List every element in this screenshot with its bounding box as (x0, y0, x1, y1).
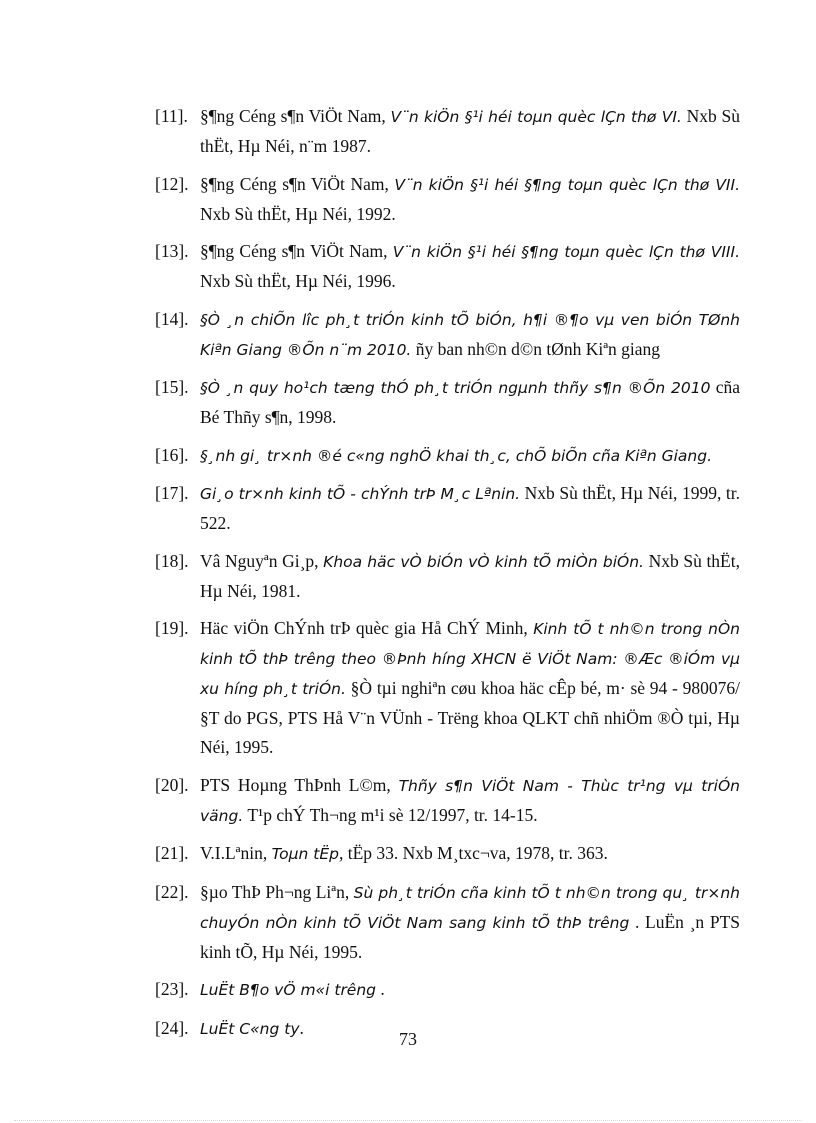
reference-text-segment: . (299, 1017, 304, 1038)
reference-text-segment: §Ò tµi nghiªn cøu khoa häc cÊp bé, m· sè 94 - 980076/§T do PGS, PTS Hå V¨n VÜnh - Trëng khoa QLKT chñ nhiÖm ®Ò tµi, Hµ Néi, 1995. (200, 678, 740, 757)
reference-number: [16]. (155, 444, 189, 465)
reference-text-segment: Nxb Sù thËt, Hµ Néi, n¨m 1987. (200, 106, 740, 156)
reference-text-segment: §¶ng Céng s¶n ViÖt Nam, (200, 173, 395, 194)
reference-number: [14]. (155, 308, 189, 329)
reference-number: [23]. (155, 979, 189, 999)
reference-text-segment: Nxb Sù thËt, Hµ Néi, 1981. (200, 550, 740, 601)
reference-text (200, 614, 740, 762)
reference-item (155, 441, 740, 471)
reference-title-segment: V¨n kiÖn §¹i héi toµn quèc lÇn thø VI. (390, 108, 682, 126)
reference-text (200, 170, 740, 229)
reference-text (200, 547, 740, 606)
reference-text-segment: §¶ng Céng s¶n ViÖt Nam, (200, 106, 391, 126)
reference-text-segment: Nxb Sù thËt, Hµ Néi, 1996. (200, 271, 396, 291)
reference-text (200, 771, 740, 831)
reference-text-segment: , tËp 33. Nxb M¸txc¬va, 1978, tr. 363. (338, 843, 608, 863)
reference-item (155, 305, 740, 365)
reference-text (200, 878, 740, 967)
reference-text (200, 237, 740, 296)
reference-text-segment: ñy ban nh©n d©n tØnh Kiªn giang (411, 338, 661, 359)
reference-list (155, 102, 740, 1052)
reference-text (200, 305, 740, 365)
reference-number: [18]. (155, 550, 189, 571)
reference-text-segment: Vâ Nguyªn Gi¸p, (200, 550, 324, 571)
reference-text (200, 441, 740, 471)
reference-number: [20]. (155, 774, 189, 795)
reference-number: [21]. (155, 843, 189, 863)
reference-item (155, 102, 740, 161)
reference-text-segment: Nxb Sù thËt, Hµ Néi, 1992. (200, 203, 396, 224)
reference-item (155, 975, 740, 1005)
reference-number: [12]. (155, 173, 189, 194)
reference-text-segment: cña Bé Thñy s¶n, 1998. (200, 377, 740, 427)
reference-text (200, 373, 740, 432)
reference-item (155, 373, 740, 432)
reference-item (155, 237, 740, 296)
page-number: 73 (399, 1029, 417, 1049)
reference-title-segment: §Ò ¸n chiÕn lîc ph¸t triÓn kinh tÕ biÓn, h¶i ®¶o vµ ven biÓn TØnh Kiªn Giang ®Õn n¨m 2010. (200, 310, 740, 359)
reference-title-segment: Kinh tÕ t nh©n trong nÒn kinh tÕ thÞ trêng theo ®Þnh híng XHCN ë ViÖt Nam: ®Æc ®iÓm vµ xu híng ph¸t triÓn. (200, 620, 740, 698)
reference-item (155, 839, 740, 869)
reference-item (155, 547, 740, 606)
reference-number: [15]. (155, 377, 189, 397)
reference-text-segment: Häc viÖn ChÝnh trÞ quèc gia Hå ChÝ Minh, (200, 618, 534, 638)
reference-item (155, 614, 740, 762)
reference-number: [19]. (155, 618, 189, 638)
reference-title-segment: V¨n kiÖn §¹i héi §¶ng toµn quèc lÇn thø VIII. (392, 243, 740, 261)
reference-number: [11]. (155, 106, 188, 126)
reference-text-segment: . LuËn ¸n PTS kinh tÕ, Hµ Néi, 1995. (200, 911, 740, 962)
page-bottom-divider (14, 1120, 802, 1121)
reference-item (155, 479, 740, 538)
reference-title-segment: V¨n kiÖn §¹i héi §¶ng toµn quèc lÇn thø VII. (394, 175, 741, 194)
reference-text (200, 975, 740, 1005)
reference-title-segment: LuËt B¶o vÖ m«i trêng (200, 981, 377, 999)
reference-number: [13]. (155, 241, 189, 261)
reference-text (200, 102, 740, 161)
reference-title-segment: Thñy s¶n ViÖt Nam - Thùc tr¹ng vµ triÓn väng. (200, 776, 740, 825)
reference-item (155, 771, 740, 831)
reference-title-segment: LuËt C«ng ty (200, 1019, 300, 1038)
reference-number: [24]. (155, 1017, 189, 1038)
reference-number: [22]. (155, 881, 189, 902)
reference-title-segment: Toµn tËp (271, 845, 339, 863)
reference-title-segment: Gi¸o tr×nh kinh tÕ - chÝnh trÞ M¸c Lªnin. (200, 485, 521, 503)
reference-title-segment: §Ò ¸n quy ho¹ch tæng thÓ ph¸t triÓn ngµnh thñy s¶n ®Õn 2010 (200, 379, 711, 397)
reference-text (200, 479, 740, 538)
reference-title-segment: Khoa häc vÒ biÓn vÒ kinh tÕ miÒn biÓn. (323, 552, 644, 571)
reference-text-segment: T¹p chÝ Th¬ng m¹i sè 12/1997, tr. 14-15. (243, 804, 538, 825)
reference-text-segment: §¶ng Céng s¶n ViÖt Nam, (200, 241, 393, 261)
reference-title-segment: §¸nh gi¸ tr×nh ®é c«ng nghÖ khai th¸c, chÕ biÕn cña Kiªn Giang. (200, 446, 712, 465)
reference-text-segment: §µo ThÞ Ph¬ng Liªn, (200, 881, 354, 902)
reference-title-segment: Sù ph¸t triÓn cña kinh tÕ t nh©n trong qu¸ tr×nh chuyÓn nÒn kinh tÕ ViÖt Nam sang kinh tÕ thÞ trêng (200, 883, 740, 932)
reference-item (155, 878, 740, 967)
reference-text-segment: V.I.Lªnin, (200, 843, 272, 863)
reference-number: [17]. (155, 483, 189, 503)
reference-item (155, 170, 740, 229)
reference-text (200, 839, 740, 869)
reference-text-segment: Nxb Sù thËt, Hµ Néi, 1999, tr. 522. (200, 483, 740, 533)
reference-text-segment: PTS Hoµng ThÞnh L©m, (200, 774, 399, 795)
reference-text-segment: . (376, 979, 385, 999)
